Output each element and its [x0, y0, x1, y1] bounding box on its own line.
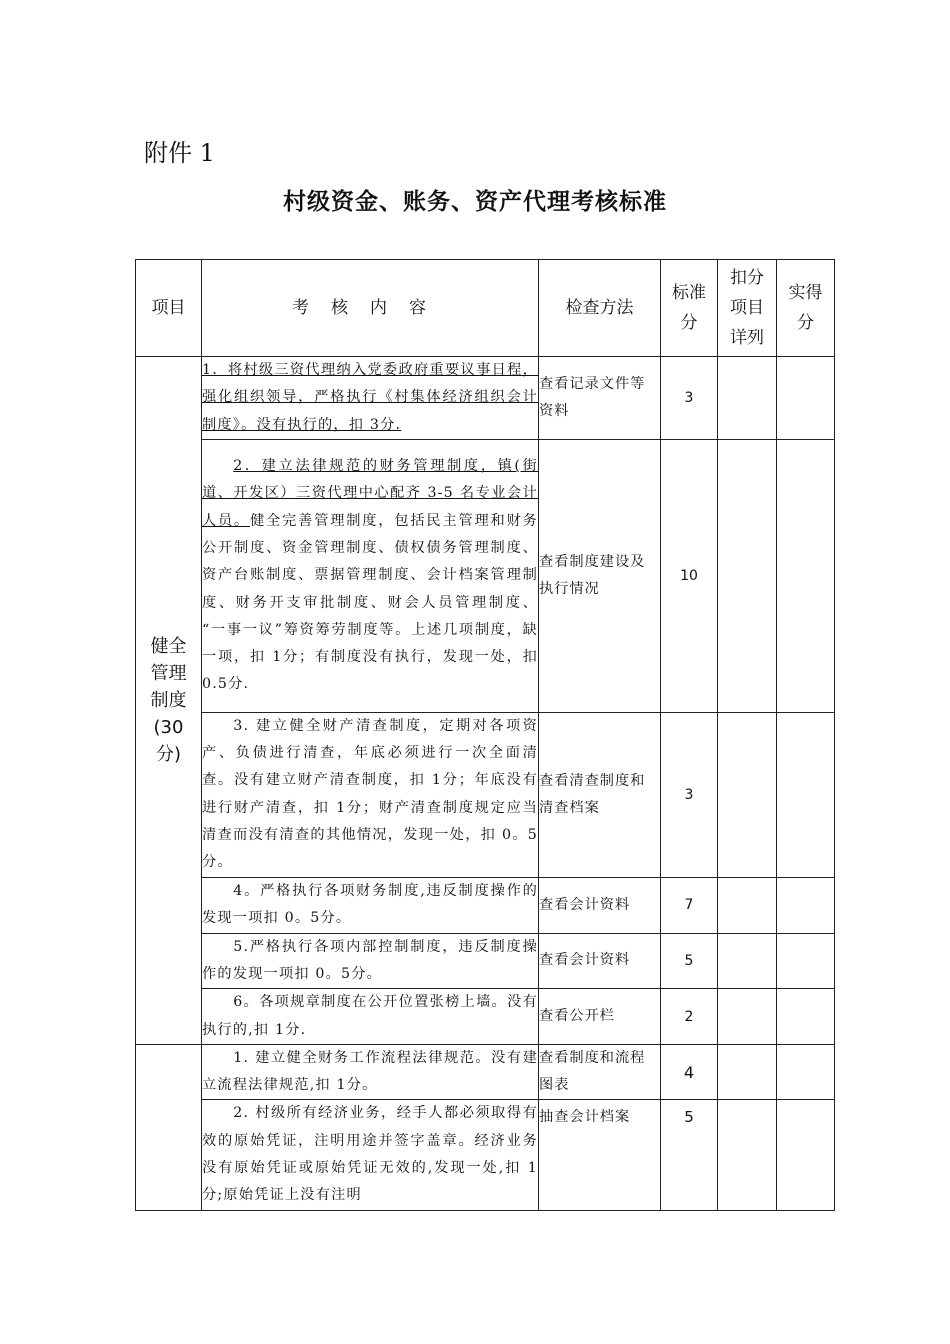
standard-score: 3: [661, 357, 718, 440]
actual-score-cell: [777, 877, 835, 933]
table-row: [136, 933, 835, 989]
header-method: 检查方法: [539, 260, 661, 357]
method-cell: 查看会计资料: [539, 933, 661, 989]
table-row: [136, 357, 835, 440]
category-cell: [136, 357, 202, 1045]
method-cell: 查看制度和流程图表: [539, 1044, 661, 1100]
category-name: 健全管理制度: [150, 635, 187, 711]
header-actual-score: 实得 分: [777, 260, 835, 357]
header-content: 考核内容: [202, 260, 539, 357]
standard-score: 5: [661, 1100, 718, 1210]
table-row: [136, 989, 835, 1045]
category-cell: [136, 1044, 202, 1210]
actual-score-cell: [777, 439, 835, 712]
method-cell: 抽查会计档案: [539, 1100, 661, 1210]
actual-score-cell: [777, 933, 835, 989]
method-cell: 查看记录文件等资料: [539, 357, 661, 440]
content-cell: 1. 建立健全财务工作流程法律规范。没有建立流程法律规范,扣 1分。: [202, 1044, 539, 1100]
content-cell: [202, 439, 539, 712]
content-cell: 2. 村级所有经济业务，经手人都必须取得有效的原始凭证，注明用途并签字盖章。经济业务没有原始凭证或原始凭证无效的,发现一处,扣 1分;原始凭证上没有注明: [202, 1100, 539, 1210]
deduction-cell: [718, 933, 777, 989]
assessment-table: [135, 259, 835, 1211]
category-points: (30分): [153, 716, 184, 765]
content-cell: [202, 357, 539, 440]
table-row: [136, 439, 835, 712]
deduction-cell: [718, 439, 777, 712]
table-row: [136, 712, 835, 877]
standard-score: 3: [661, 712, 718, 877]
table-row: [136, 877, 835, 933]
standard-score: 4: [661, 1044, 718, 1100]
deduction-cell: [718, 1044, 777, 1100]
method-cell: 查看制度建设及执行情况: [539, 439, 661, 712]
deduction-cell: [718, 712, 777, 877]
content-underlined: 2．建立法律规范的财务管理制度，镇(街道、开发区）三资代理中心配齐 3-5 名专业会计人员。: [202, 458, 538, 529]
content-underlined: 1．将村级三资代理纳入党委政府重要议事日程，强化组织领导，严格执行《村集体经济组织会计制度》。没有执行的，扣 3分.: [202, 362, 538, 433]
content-cell: 4。严格执行各项财务制度,违反制度操作的发现一项扣 0。5分。: [202, 877, 539, 933]
actual-score-cell: [777, 357, 835, 440]
document-title: 村级资金、账务、资产代理考核标准: [283, 189, 667, 215]
deduction-cell: [718, 877, 777, 933]
attachment-label: 附件 1: [144, 139, 215, 167]
deduction-cell: [718, 357, 777, 440]
content-cell: 6。各项规章制度在公开位置张榜上墙。没有执行的,扣 1分.: [202, 989, 539, 1045]
table-row: [136, 1100, 835, 1210]
content-cell: 5.严格执行各项内部控制制度，违反制度操作的发现一项扣 0。5分。: [202, 933, 539, 989]
actual-score-cell: [777, 712, 835, 877]
header-item: 项目: [136, 260, 202, 357]
method-cell: 查看清查制度和清查档案: [539, 712, 661, 877]
actual-score-cell: [777, 1044, 835, 1100]
deduction-cell: [718, 989, 777, 1045]
actual-score-cell: [777, 1100, 835, 1210]
actual-score-cell: [777, 989, 835, 1045]
method-cell: 查看公开栏: [539, 989, 661, 1045]
header-row: [136, 260, 835, 357]
table-row: [136, 1044, 835, 1100]
header-deduction-detail: 扣分 项目 详列: [718, 260, 777, 357]
standard-score: 5: [661, 933, 718, 989]
standard-score: 7: [661, 877, 718, 933]
content-cell: 3. 建立健全财产清查制度，定期对各项资产、负债进行清查，年底必须进行一次全面清查。没有建立财产清查制度，扣 1分；年底没有进行财产清查，扣 1分；财产清查制度规定应当清查而没有清查的其他情况，发现一处，扣 0。5分。: [202, 712, 539, 877]
deduction-cell: [718, 1100, 777, 1210]
header-standard-score: 标准 分: [661, 260, 718, 357]
standard-score: 2: [661, 989, 718, 1045]
method-cell: 查看会计资料: [539, 877, 661, 933]
content-text: 健全完善管理制度，包括民主管理和财务公开制度、资金管理制度、债权债务管理制度、资产台账制度、票据管理制度、会计档案管理制度、财务开支审批制度、财会人员管理制度、 “一事一议”筹资筹劳制度等。上述几项制度，缺一项，扣 1分；有制度没有执行，发现一处，扣 0.5分.: [202, 512, 538, 693]
standard-score: 10: [661, 439, 718, 712]
